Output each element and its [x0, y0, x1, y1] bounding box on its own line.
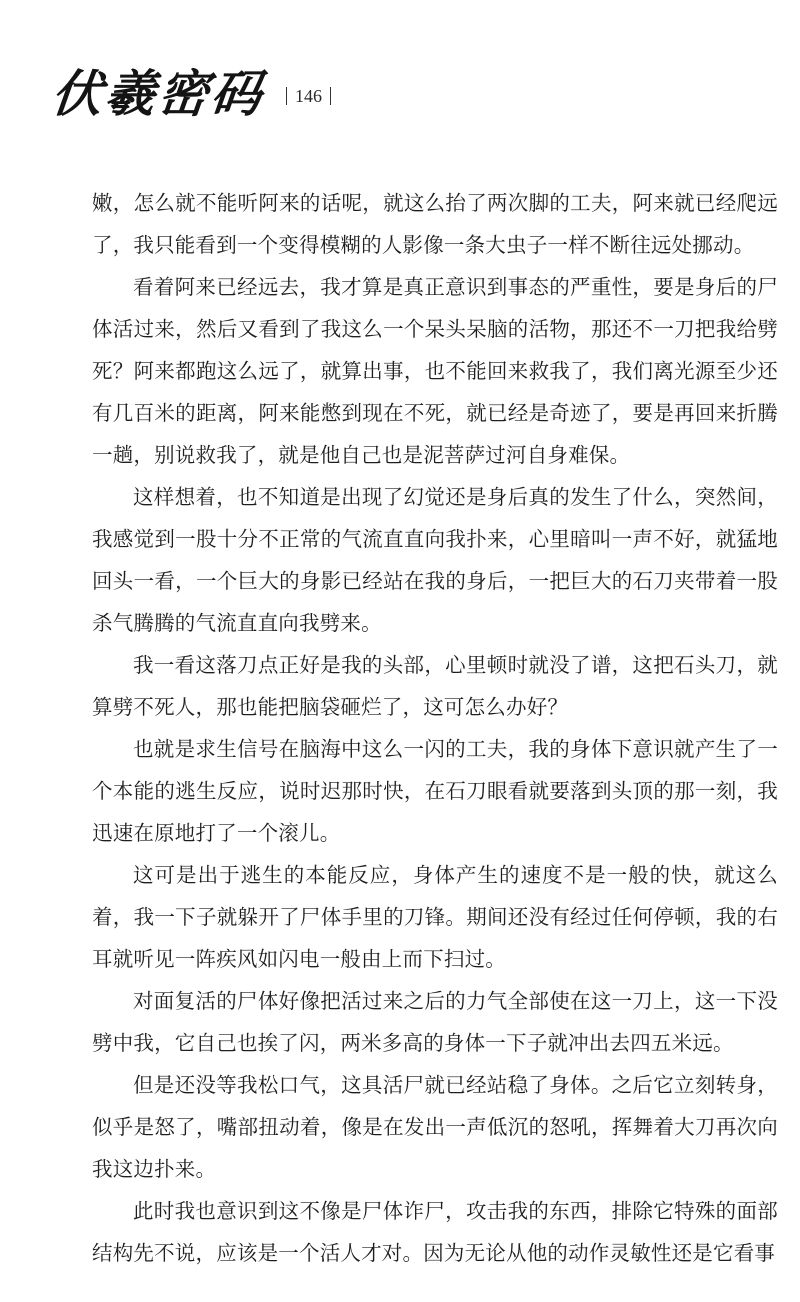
divider: [330, 87, 331, 105]
paragraph: 也就是求生信号在脑海中这么一闪的工夫，我的身体下意识就产生了一个本能的逃生反应，说时迟那时快，在石刀眼看就要落到头顶的那一刻，我迅速在原地打了一个滚儿。: [92, 737, 778, 845]
paragraph: 嫩，怎么就不能听阿来的话呢，就这么抬了两次脚的工夫，阿来就已经爬远了，我只能看到一个变得模糊的人影像一条大虫子一样不断往远处挪动。: [92, 191, 778, 257]
paragraph: 但是还没等我松口气，这具活尸就已经站稳了身体。之后它立刻转身，似乎是怒了，嘴部扭动着，像是在发出一声低沉的怒吼，挥舞着大刀再次向我这边扑来。: [92, 1073, 778, 1181]
page-header: [48, 62, 331, 126]
page-number-block: [286, 86, 331, 107]
book-title: 伏羲密码: [48, 64, 268, 123]
paragraph: 我一看这落刀点正好是我的头部，心里顿时就没了谱，这把石头刀，就算劈不死人，那也能把脑袋砸烂了，这可怎么办好？: [92, 653, 778, 719]
paragraph: 对面复活的尸体好像把活过来之后的力气全部使在这一刀上，这一下没劈中我，它自己也挨了闪，两米多高的身体一下子就冲出去四五米远。: [92, 989, 778, 1055]
paragraph: 此时我也意识到这不像是尸体诈尸，攻击我的东西，排除它特殊的面部结构先不说，应该是一个活人才对。因为无论从他的动作灵敏性还是它看事: [92, 1199, 778, 1265]
page-number: 146: [295, 85, 322, 106]
body-text: [92, 182, 778, 1274]
paragraph: 看着阿来已经远去，我才算是真正意识到事态的严重性，要是身后的尸体活过来，然后又看到了我这么一个呆头呆脑的活物，那还不一刀把我给劈死？阿来都跑这么远了，就算出事，也不能回来救我了，我们离光源至少还有几百米的距离，阿来能憋到现在不死，就已经是奇迹了，要是再回来折腾一趟，别说救我了，就是他自己也是泥菩萨过河自身难保。: [92, 275, 778, 467]
paragraph: 这可是出于逃生的本能反应，身体产生的速度不是一般的快，就这么着，我一下子就躲开了尸体手里的刀锋。期间还没有经过任何停顿，我的右耳就听见一阵疾风如闪电一般由上而下扫过。: [92, 863, 778, 971]
paragraph: 这样想着，也不知道是出现了幻觉还是身后真的发生了什么，突然间，我感觉到一股十分不正常的气流直直向我扑来，心里暗叫一声不好，就猛地回头一看，一个巨大的身影已经站在我的身后，一把巨大的石刀夹带着一股杀气腾腾的气流直直向我劈来。: [92, 485, 778, 635]
divider: [286, 87, 287, 105]
